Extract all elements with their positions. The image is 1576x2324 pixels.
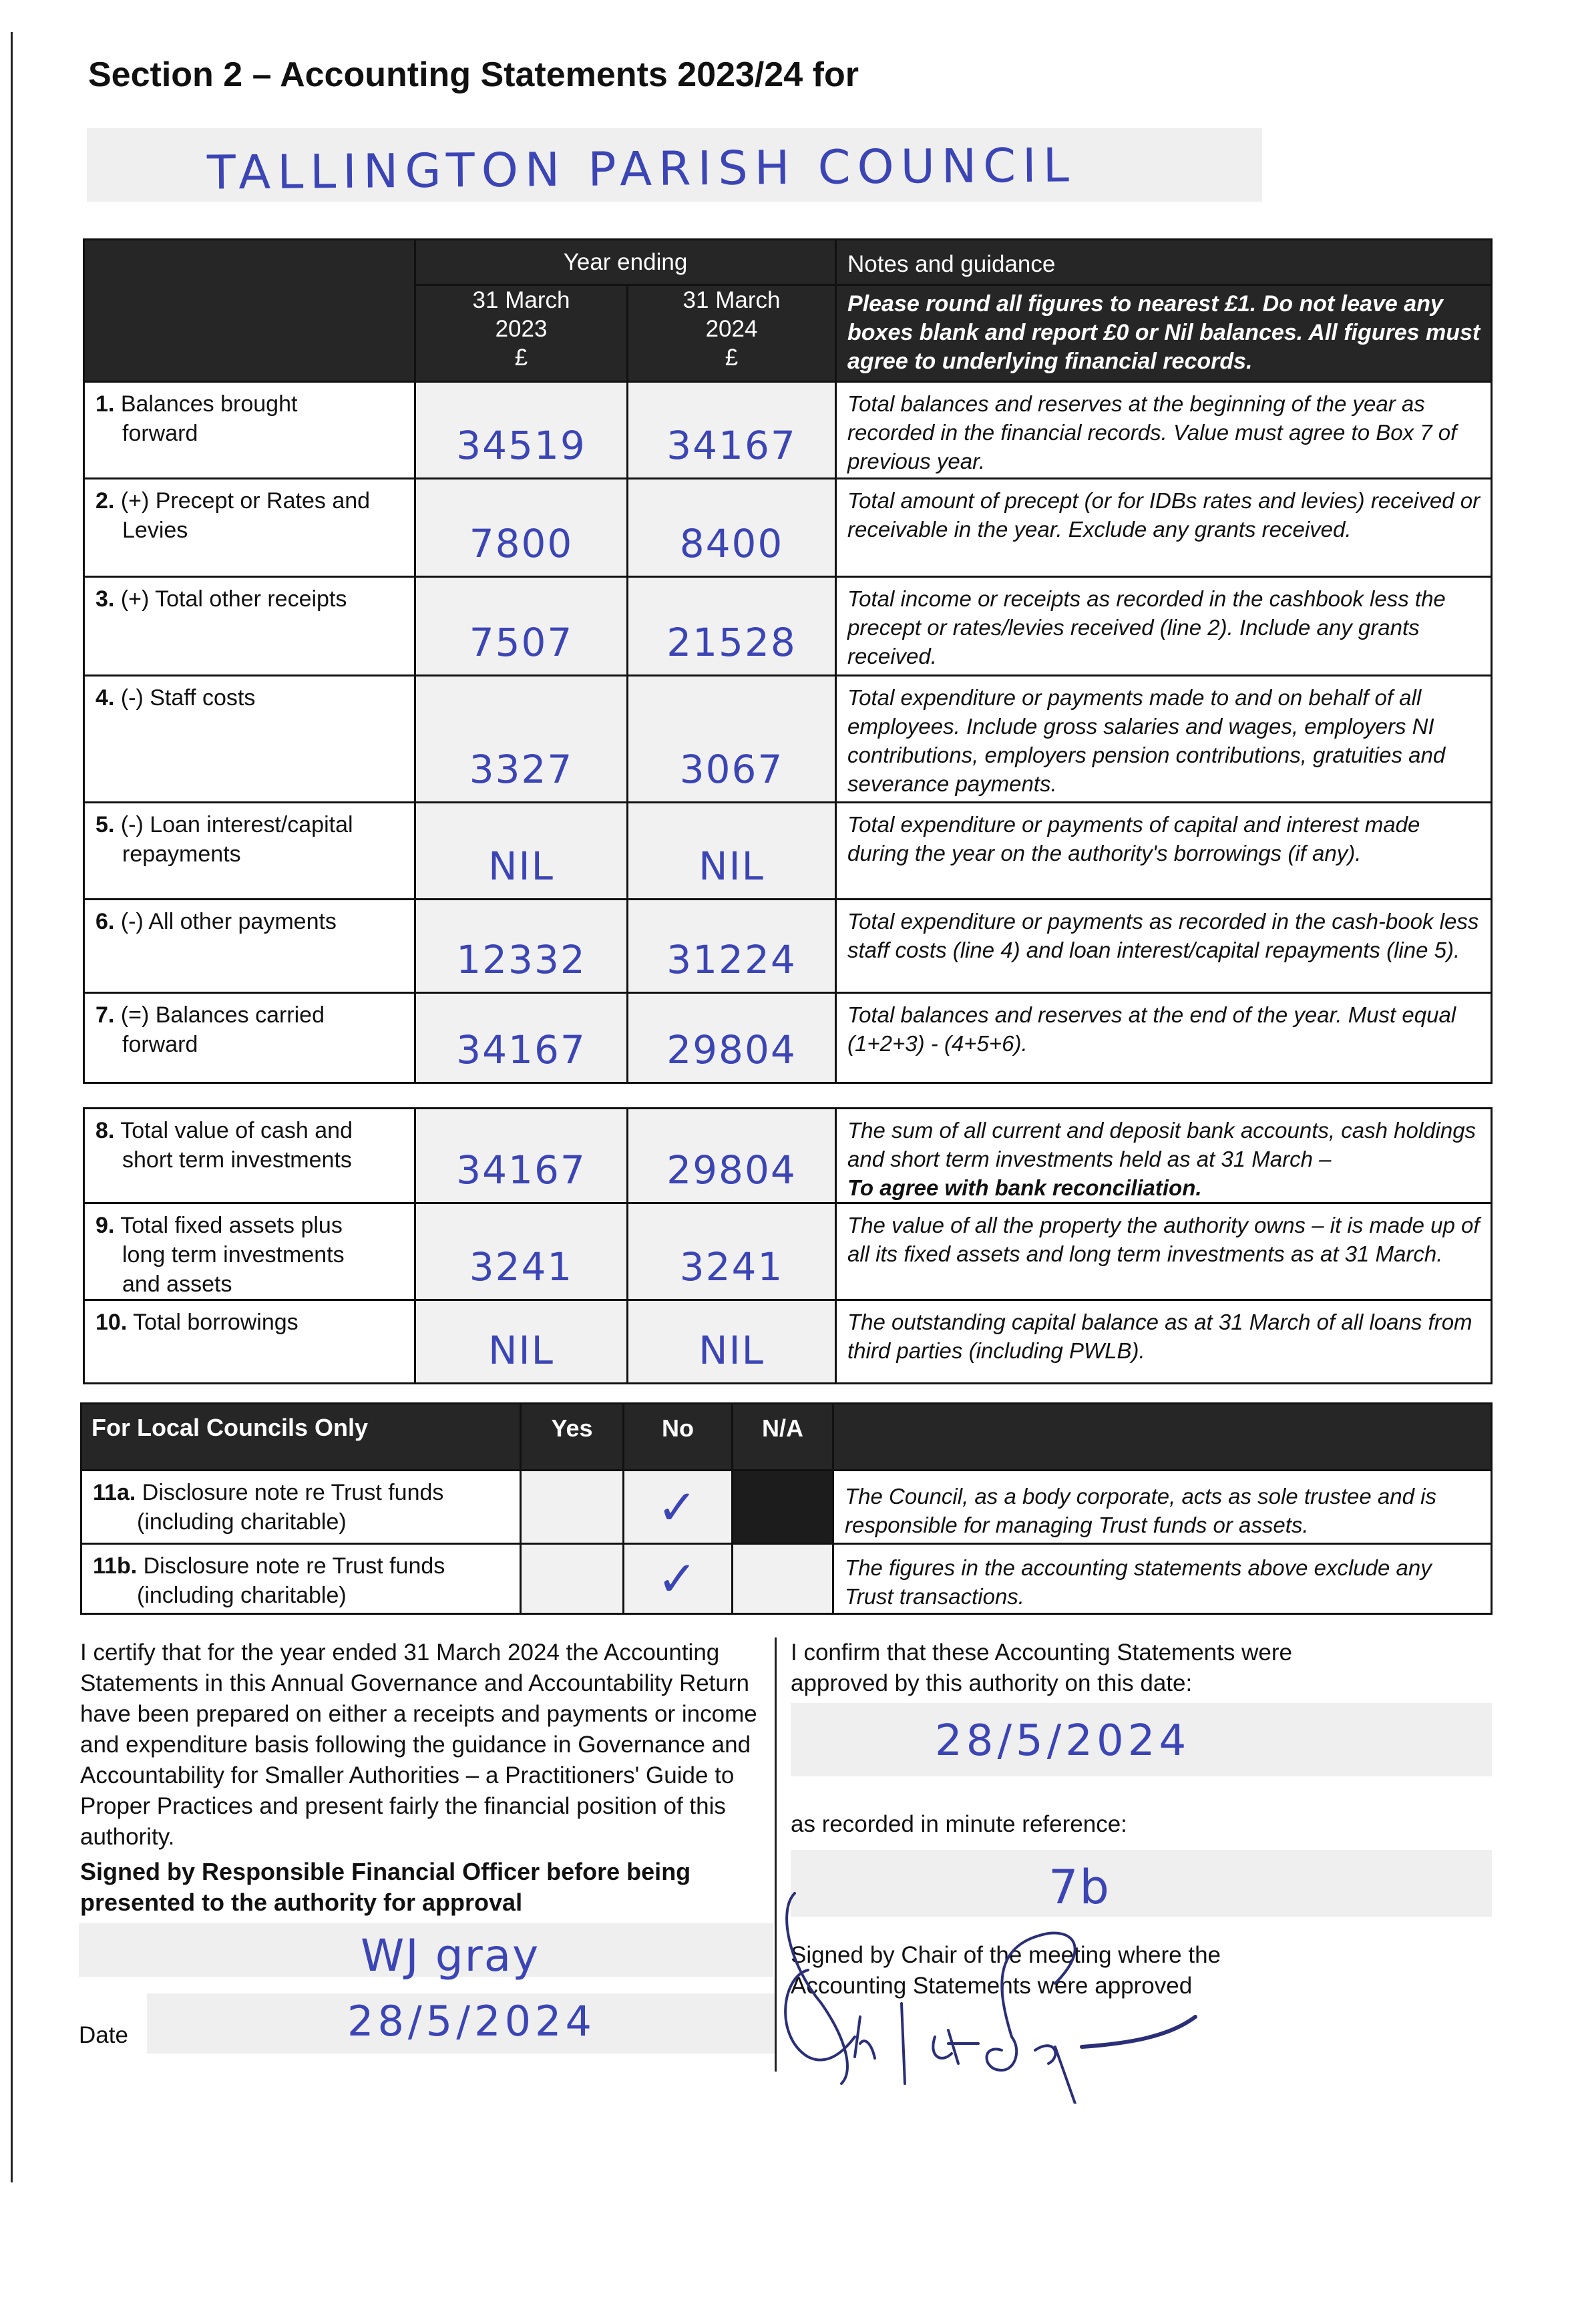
value-2024-field[interactable] <box>628 382 836 479</box>
value-2023: 7507 <box>469 620 574 665</box>
approval-date: 28/5/2024 <box>935 1716 1191 1766</box>
assets-table <box>83 1107 1493 1384</box>
col-2023-line1: 31 March <box>472 287 570 313</box>
value-2024-field[interactable] <box>628 900 836 993</box>
row-note: Total balances and reserves at the end of the year. Must equal (1+2+3) - (4+5+6). <box>836 993 1492 1083</box>
row-label-line3: and assets <box>122 1272 232 1297</box>
row-label-line2: forward <box>122 421 198 446</box>
row-label-line2: (including charitable) <box>137 1583 347 1608</box>
row-label <box>84 1109 415 1203</box>
row-number: 10. <box>95 1310 128 1335</box>
row-label-line1: (-) All other payments <box>120 909 337 934</box>
row-label-line1: (=) Balances carried <box>120 1002 325 1028</box>
row-number: 1. <box>95 391 115 417</box>
value-2023-field[interactable] <box>415 1109 628 1203</box>
row-label-line2: Levies <box>122 518 188 543</box>
row-label <box>84 479 415 577</box>
row-note: The outstanding capital balance as at 31 March of all loans from third parties (including PWLB). <box>836 1300 1492 1384</box>
signature-stroke-g <box>1035 2046 1075 2104</box>
value-2024-field[interactable] <box>628 1300 836 1384</box>
na-checkbox[interactable] <box>733 1544 833 1614</box>
accounting-statements-table <box>83 238 1493 1084</box>
value-2024: 29804 <box>666 1027 797 1073</box>
row-label-line1: (-) Staff costs <box>120 685 256 711</box>
yes-checkbox[interactable] <box>521 1544 624 1614</box>
value-2023: 7800 <box>469 521 574 566</box>
value-2024: 3067 <box>679 747 784 792</box>
notes-guidance-text: Please round all figures to nearest £1. Do not leave any boxes blank and report £0 or Nil balances. All figures must agree to underlying financial records. <box>836 285 1492 382</box>
value-2023: 3327 <box>469 747 574 792</box>
row-label-line1: Total borrowings <box>133 1310 299 1335</box>
value-2024-field[interactable] <box>628 676 836 803</box>
value-2024: 21528 <box>666 620 797 665</box>
row-label-line2: repayments <box>122 841 241 867</box>
row-label <box>84 382 415 479</box>
year-ending-header: Year ending <box>415 240 836 285</box>
value-2024-field[interactable] <box>628 479 836 577</box>
date-label: Date <box>79 2022 128 2048</box>
value-2023-field[interactable] <box>415 479 628 577</box>
row-number: 9. <box>95 1213 115 1238</box>
authority-name-handwritten: TALLINGTON PARISH COUNCIL <box>206 138 1076 200</box>
value-2023: 3241 <box>469 1244 574 1290</box>
row-note: Total balances and reserves at the beginning of the year as recorded in the financial records. Value must agree to Box 7 of previous year. <box>836 382 1492 479</box>
table-row <box>84 1203 1492 1300</box>
row-label <box>81 1471 521 1544</box>
no-checkbox-checked[interactable] <box>624 1471 733 1544</box>
value-2024: NIL <box>699 1328 765 1373</box>
scan-edge-line <box>11 32 13 2182</box>
row-number: 11b. <box>93 1553 138 1579</box>
row-label-line1: Disclosure note re Trust funds <box>143 1553 445 1579</box>
approval-confirmation-text: I confirm that these Accounting Statements were approved by this authority on this date: <box>791 1639 1292 1696</box>
minute-reference: 7b <box>1048 1860 1111 1915</box>
table-row <box>81 1544 1492 1614</box>
col-2023-currency: £ <box>514 345 528 371</box>
rfo-signature-instruction: Signed by Responsible Financial Officer before being presented to the authority for approval <box>80 1858 691 1916</box>
table-row <box>84 993 1492 1083</box>
row-label <box>84 803 415 900</box>
row-note: The Council, as a body corporate, acts as sole trustee and is responsible for managing Trust funds or assets. <box>833 1471 1492 1544</box>
value-2024: 31224 <box>666 937 797 982</box>
value-2024: 34167 <box>666 423 797 468</box>
row-number: 8. <box>95 1118 115 1143</box>
row-note-bold: To agree with bank reconciliation. <box>847 1175 1202 1200</box>
table-row <box>84 577 1492 676</box>
local-councils-notes-header <box>833 1404 1492 1471</box>
row-number: 6. <box>95 909 115 934</box>
row-note: Total income or receipts as recorded in the cashbook less the precept or rates/levies received (line 2). Include any grants received. <box>836 577 1492 676</box>
column-divider <box>775 1637 777 2072</box>
value-2023-field[interactable] <box>415 803 628 900</box>
no-header: No <box>624 1404 733 1471</box>
row-label <box>81 1544 521 1614</box>
value-2024: 8400 <box>679 521 784 566</box>
signature-stroke-a <box>933 2030 978 2064</box>
local-councils-table <box>80 1402 1493 1615</box>
rfo-signature: WJ gray <box>361 1930 540 1981</box>
table-row <box>84 676 1492 803</box>
signature-stroke-d <box>987 1933 1075 2070</box>
value-2024: 3241 <box>679 1244 784 1290</box>
signature-stroke-h <box>855 2017 875 2058</box>
value-2023-field[interactable] <box>415 993 628 1083</box>
row-number: 5. <box>95 812 115 837</box>
row-label-line2: forward <box>122 1032 198 1057</box>
row-note: Total amount of precept (or for IDBs rates and levies) received or receivable in the year. Exclude any grants received. <box>836 479 1492 577</box>
row-label-line1: (-) Loan interest/capital <box>120 812 353 837</box>
column-header-2023 <box>415 285 628 382</box>
row-number: 11a. <box>93 1480 136 1505</box>
row-label <box>84 900 415 993</box>
col-2024-line2: 2024 <box>705 316 758 342</box>
value-2024-field[interactable] <box>628 577 836 676</box>
value-2023: NIL <box>488 843 554 889</box>
row-number: 3. <box>95 586 115 612</box>
value-2024-field[interactable] <box>628 1109 836 1203</box>
row-label-line2: long term investments <box>122 1242 345 1268</box>
row-note: The figures in the accounting statements above exclude any Trust transactions. <box>833 1544 1492 1614</box>
row-note-text: The sum of all current and deposit bank accounts, cash holdings and short term investments held as at 31 March – <box>847 1118 1476 1171</box>
value-2023-field[interactable] <box>415 577 628 676</box>
row-label-line1: (+) Precept or Rates and <box>120 488 371 514</box>
checkmark-icon: ✓ <box>656 1551 699 1607</box>
value-2024: NIL <box>699 843 765 889</box>
value-2024-field[interactable] <box>628 993 836 1083</box>
yes-header: Yes <box>521 1404 624 1471</box>
row-label-line1: Disclosure note re Trust funds <box>142 1480 444 1505</box>
notes-header: Notes and guidance <box>836 240 1492 285</box>
column-header-2024 <box>628 285 836 382</box>
col-2024-currency: £ <box>725 345 739 371</box>
row-note: Total expenditure or payments as recorded in the cash-book less staff costs (line 4) and loan interest/capital repayments (line 5). <box>836 900 1492 993</box>
rfo-certification-text: I certify that for the year ended 31 March 2024 the Accounting Statements in this Annual Governance and Accountability Return have been prepared on either a receipts and payments or income and expenditure basis following the guidance in Governance and Accountability for Smaller Authorities – a Practitioners' Guide to Proper Practices and present fairly the financial position of this authority. <box>80 1639 757 1850</box>
value-2023-field[interactable] <box>415 1203 628 1300</box>
checkmark-icon: ✓ <box>656 1479 699 1535</box>
table-row <box>81 1471 1492 1544</box>
table-row <box>84 803 1492 900</box>
chair-signature-icon <box>781 1883 1249 2104</box>
table-row <box>84 479 1492 577</box>
value-2023: 34167 <box>456 1147 586 1193</box>
page-title: Section 2 – Accounting Statements 2023/24 for <box>88 55 859 94</box>
value-2023: 12332 <box>456 937 586 982</box>
row-number: 7. <box>95 1002 115 1028</box>
value-2024: 29804 <box>666 1147 797 1193</box>
rfo-date: 28/5/2024 <box>347 1997 596 2046</box>
no-checkbox-checked[interactable] <box>624 1544 733 1614</box>
row-number: 4. <box>95 685 115 711</box>
row-label-line2: short term investments <box>122 1147 352 1173</box>
local-councils-header: For Local Councils Only <box>81 1404 521 1471</box>
na-checkbox-disabled <box>733 1471 833 1544</box>
row-number: 2. <box>95 488 115 514</box>
row-label <box>84 1300 415 1384</box>
value-2023-field[interactable] <box>415 1300 628 1384</box>
signature-stroke-l <box>902 2003 905 2084</box>
table-row <box>84 382 1492 479</box>
row-label <box>84 1203 415 1300</box>
col-2024-line1: 31 March <box>682 287 781 313</box>
row-label-line1: Balances brought <box>120 391 298 417</box>
row-label-line2: (including charitable) <box>137 1509 347 1535</box>
row-label <box>84 676 415 803</box>
value-2023: 34167 <box>456 1027 586 1073</box>
row-label <box>84 993 415 1083</box>
yes-checkbox[interactable] <box>521 1471 624 1544</box>
minute-reference-label: as recorded in minute reference: <box>791 1811 1127 1837</box>
value-2023-field[interactable] <box>415 676 628 803</box>
col-2023-line2: 2023 <box>495 316 548 342</box>
row-note <box>836 1109 1492 1203</box>
value-2024-field[interactable] <box>628 803 836 900</box>
table-row <box>84 900 1492 993</box>
row-label-line1: (+) Total other receipts <box>120 586 347 612</box>
na-header: N/A <box>733 1404 833 1471</box>
value-2024-field[interactable] <box>628 1203 836 1300</box>
row-note: Total expenditure or payments of capital and interest made during the year on the authority's borrowings (if any). <box>836 803 1492 900</box>
value-2023-field[interactable] <box>415 900 628 993</box>
chair-signature-label: Signed by Chair of the meeting where the Accounting Statements were approved <box>791 1942 1221 1999</box>
table-row <box>84 1109 1492 1203</box>
row-note: Total expenditure or payments made to and on behalf of all employees. Include gross salaries and wages, employers NI contributions, employers pension contributions, gratuities and severance payments. <box>836 676 1492 803</box>
header-blank-cell <box>84 240 415 382</box>
table-row <box>84 1300 1492 1384</box>
row-label-line1: Total value of cash and <box>120 1118 353 1143</box>
row-note: The value of all the property the authority owns – it is made up of all its fixed assets and long term investments as at 31 March. <box>836 1203 1492 1300</box>
value-2023-field[interactable] <box>415 382 628 479</box>
row-label <box>84 577 415 676</box>
value-2023: 34519 <box>456 423 586 468</box>
value-2023: NIL <box>488 1328 554 1373</box>
row-label-line1: Total fixed assets plus <box>120 1213 343 1238</box>
signature-underline <box>1082 2017 1195 2047</box>
